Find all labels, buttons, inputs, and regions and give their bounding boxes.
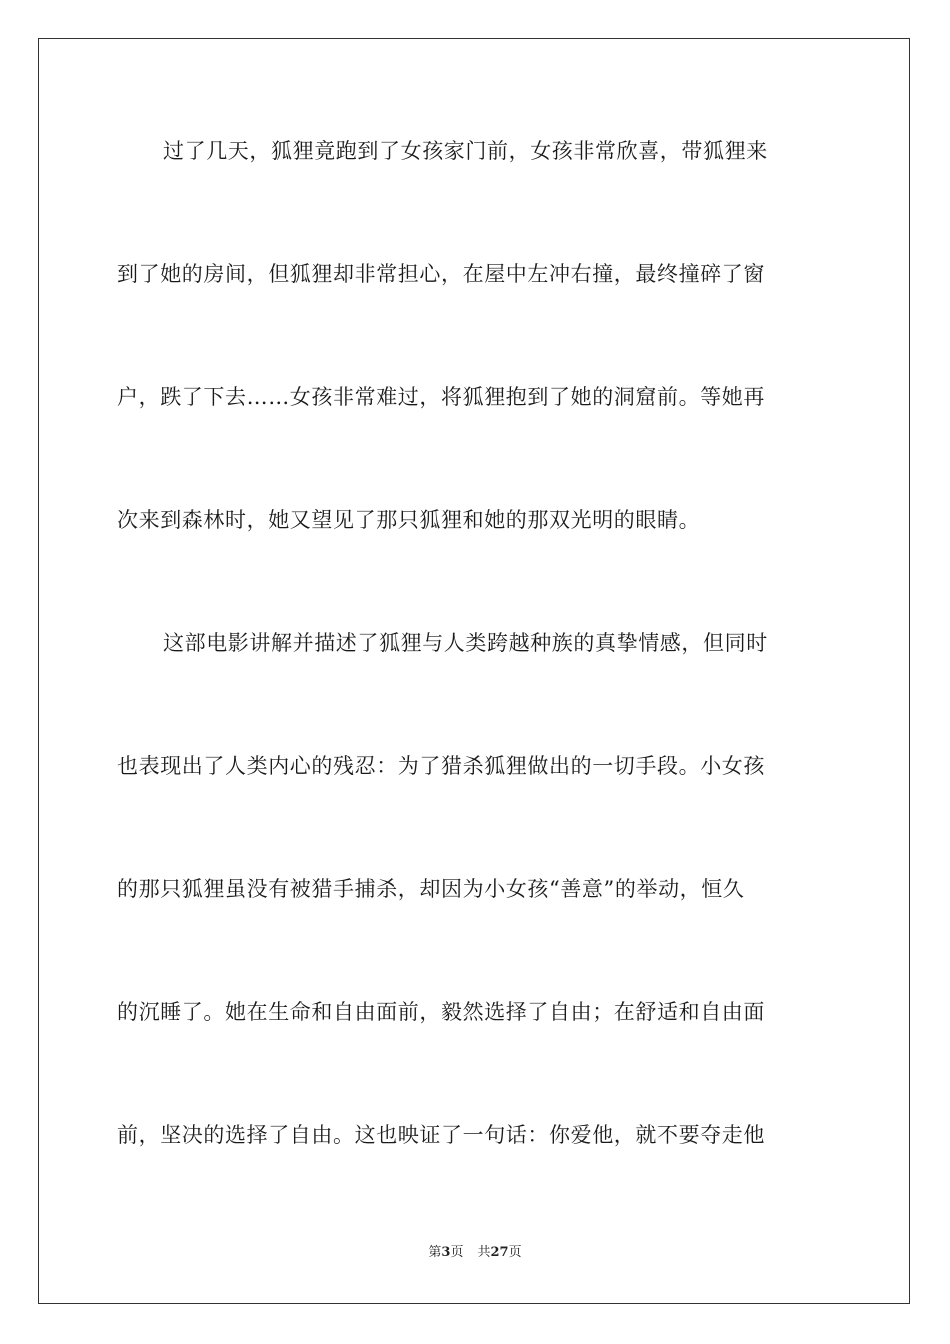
page-number: 3 (441, 1245, 451, 1260)
page-border (38, 38, 910, 1304)
paragraph-2-line-4: 的沉睡了。她在生命和自由面前，毅然选择了自由；在舒适和自由面 (117, 1000, 765, 1024)
total-pages: 27 (490, 1245, 509, 1260)
paragraph-2-line-2: 也表现出了人类内心的残忍：为了猎杀狐狸做出的一切手段。小女孩 (117, 754, 765, 778)
paragraph-1-line-1: 过了几天，狐狸竟跑到了女孩家门前，女孩非常欣喜，带狐狸来 (163, 139, 768, 163)
paragraph-2-line-3: 的那只狐狸虽没有被猎手捕杀，却因为小女孩“善意”的举动，恒久 (117, 877, 745, 901)
paragraph-2-line-5: 前，坚决的选择了自由。这也映证了一句话：你爱他，就不要夺走他 (117, 1123, 765, 1147)
page-suffix: 页 (450, 1245, 464, 1260)
total-suffix: 页 (508, 1245, 522, 1260)
page-prefix: 第 (428, 1245, 442, 1260)
paragraph-1-line-2: 到了她的房间，但狐狸却非常担心，在屋中左冲右撞，最终撞碎了窗 (117, 262, 765, 286)
paragraph-2-line-1: 这部电影讲解并描述了狐狸与人类跨越种族的真挚情感，但同时 (163, 631, 768, 655)
total-prefix: 共 (477, 1245, 491, 1260)
page-footer (0, 1244, 950, 1262)
paragraph-1-line-3: 户，跌了下去……女孩非常难过，将狐狸抱到了她的洞窟前。等她再 (117, 385, 765, 409)
paragraph-1-line-4: 次来到森林时，她又望见了那只狐狸和她的那双光明的眼睛。 (117, 508, 701, 532)
